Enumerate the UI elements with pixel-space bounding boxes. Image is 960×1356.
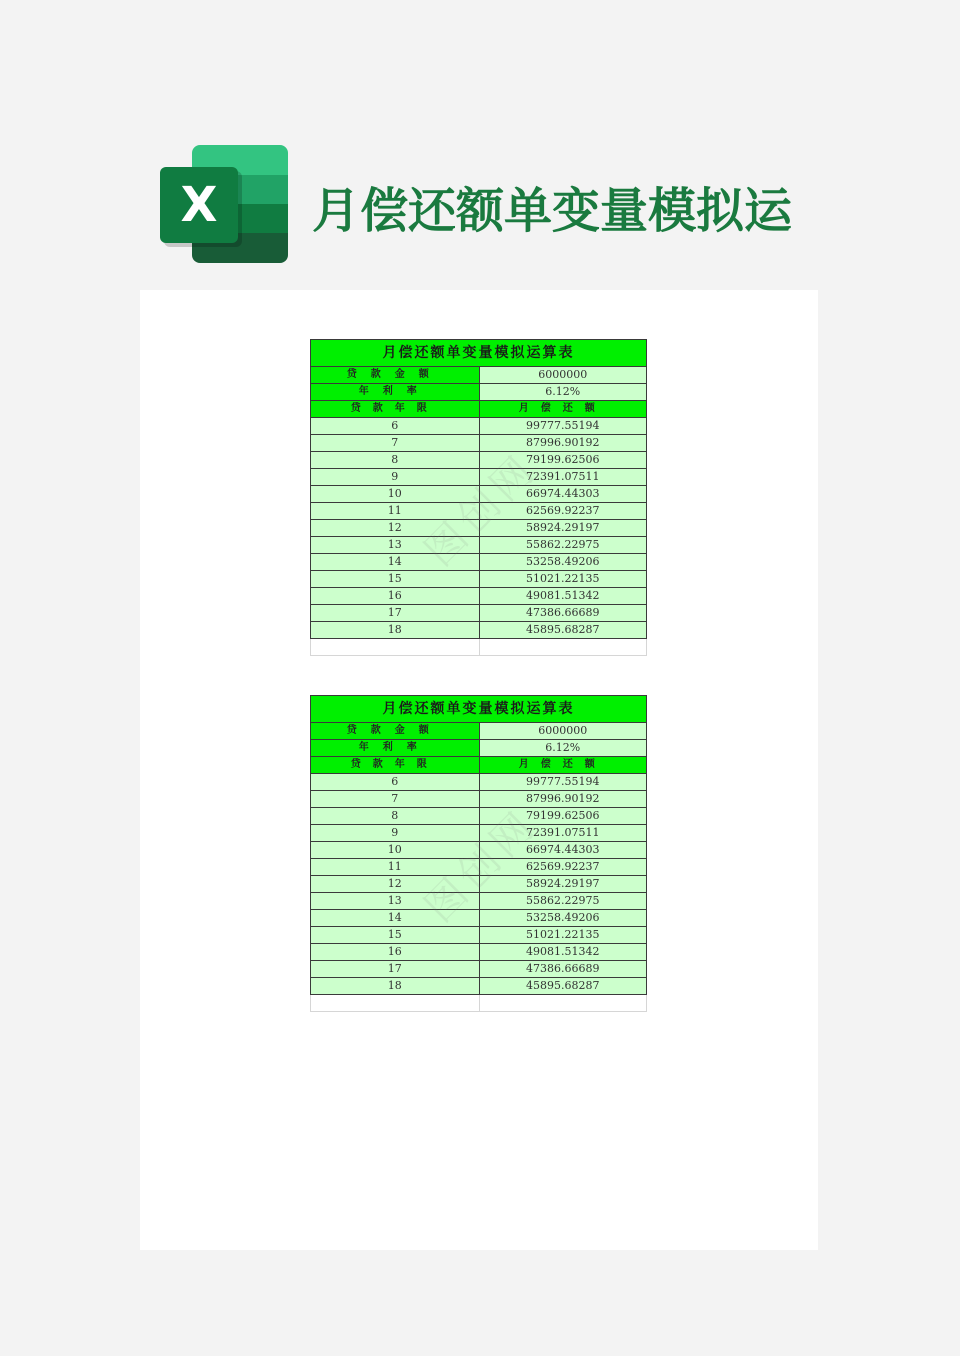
table-title: 月偿还额单变量模拟运算表 xyxy=(311,340,647,367)
annual-rate-label: 年利率 xyxy=(311,384,480,401)
column-header-payment: 月偿还额 xyxy=(479,757,647,774)
table-row xyxy=(311,944,647,961)
monthly-payment-cell[interactable]: 51021.22135 xyxy=(479,571,647,588)
monthly-payment-cell[interactable]: 45895.68287 xyxy=(479,622,647,639)
table-row xyxy=(311,486,647,503)
table-row xyxy=(311,554,647,571)
table-row xyxy=(311,774,647,791)
loan-years-cell[interactable]: 16 xyxy=(311,588,480,605)
table-row xyxy=(311,503,647,520)
loan-years-cell[interactable]: 7 xyxy=(311,791,480,808)
monthly-payment-cell[interactable]: 55862.22975 xyxy=(479,537,647,554)
monthly-payment-cell[interactable]: 47386.66689 xyxy=(479,605,647,622)
table-row xyxy=(311,418,647,435)
monthly-payment-cell[interactable]: 66974.44303 xyxy=(479,486,647,503)
monthly-payment-cell[interactable]: 49081.51342 xyxy=(479,944,647,961)
monthly-payment-cell[interactable]: 99777.55194 xyxy=(479,774,647,791)
monthly-payment-cell[interactable]: 53258.49206 xyxy=(479,554,647,571)
loan-years-cell[interactable]: 15 xyxy=(311,571,480,588)
monthly-payment-cell[interactable]: 72391.07511 xyxy=(479,469,647,486)
loan-years-cell[interactable]: 18 xyxy=(311,622,480,639)
annual-rate-value[interactable]: 6.12% xyxy=(479,740,647,757)
loan-years-cell[interactable]: 8 xyxy=(311,452,480,469)
monthly-payment-cell[interactable]: 87996.90192 xyxy=(479,791,647,808)
monthly-payment-cell[interactable]: 47386.66689 xyxy=(479,961,647,978)
monthly-payment-cell[interactable]: 62569.92237 xyxy=(479,859,647,876)
loan-years-cell[interactable]: 17 xyxy=(311,961,480,978)
loan-years-cell[interactable]: 18 xyxy=(311,978,480,995)
table-row xyxy=(311,605,647,622)
column-header-years: 贷款年限 xyxy=(311,757,480,774)
monthly-payment-cell[interactable]: 58924.29197 xyxy=(479,876,647,893)
loan-years-cell[interactable]: 13 xyxy=(311,893,480,910)
table-row xyxy=(311,622,647,639)
table-row xyxy=(311,961,647,978)
table-row xyxy=(311,452,647,469)
loan-years-cell[interactable]: 7 xyxy=(311,435,480,452)
loan-table-2 xyxy=(310,695,647,1012)
loan-years-cell[interactable]: 6 xyxy=(311,774,480,791)
table-row xyxy=(311,893,647,910)
loan-years-cell[interactable]: 12 xyxy=(311,876,480,893)
table-row xyxy=(311,978,647,995)
annual-rate-value[interactable]: 6.12% xyxy=(479,384,647,401)
excel-logo-icon xyxy=(160,145,290,265)
monthly-payment-cell[interactable]: 58924.29197 xyxy=(479,520,647,537)
monthly-payment-cell[interactable]: 87996.90192 xyxy=(479,435,647,452)
loan-amount-value[interactable]: 6000000 xyxy=(479,367,647,384)
loan-table-1 xyxy=(310,339,647,656)
table-row xyxy=(311,520,647,537)
excel-logo-letter: X xyxy=(160,167,238,243)
loan-years-cell[interactable]: 9 xyxy=(311,469,480,486)
document-page xyxy=(140,290,818,1250)
annual-rate-label: 年利率 xyxy=(311,740,480,757)
loan-years-cell[interactable]: 10 xyxy=(311,486,480,503)
page-header xyxy=(0,0,960,290)
column-header-years: 贷款年限 xyxy=(311,401,480,418)
table-row xyxy=(311,791,647,808)
loan-years-cell[interactable]: 14 xyxy=(311,554,480,571)
table-row xyxy=(311,825,647,842)
table-row xyxy=(311,469,647,486)
monthly-payment-cell[interactable]: 79199.62506 xyxy=(479,452,647,469)
page-title: 月偿还额单变量模拟运 xyxy=(312,183,793,239)
monthly-payment-cell[interactable]: 66974.44303 xyxy=(479,842,647,859)
table-row xyxy=(311,842,647,859)
table-row xyxy=(311,876,647,893)
monthly-payment-cell[interactable]: 72391.07511 xyxy=(479,825,647,842)
table-row xyxy=(311,435,647,452)
loan-years-cell[interactable]: 13 xyxy=(311,537,480,554)
blank-row xyxy=(311,639,647,656)
blank-row xyxy=(311,995,647,1012)
loan-amount-label: 贷款金额 xyxy=(311,723,480,740)
table-row xyxy=(311,571,647,588)
table-row xyxy=(311,910,647,927)
loan-years-cell[interactable]: 11 xyxy=(311,859,480,876)
loan-years-cell[interactable]: 15 xyxy=(311,927,480,944)
loan-years-cell[interactable]: 11 xyxy=(311,503,480,520)
table-row xyxy=(311,927,647,944)
table-row xyxy=(311,588,647,605)
table-title: 月偿还额单变量模拟运算表 xyxy=(311,696,647,723)
monthly-payment-cell[interactable]: 51021.22135 xyxy=(479,927,647,944)
monthly-payment-cell[interactable]: 62569.92237 xyxy=(479,503,647,520)
loan-years-cell[interactable]: 10 xyxy=(311,842,480,859)
monthly-payment-cell[interactable]: 55862.22975 xyxy=(479,893,647,910)
monthly-payment-cell[interactable]: 53258.49206 xyxy=(479,910,647,927)
monthly-payment-cell[interactable]: 49081.51342 xyxy=(479,588,647,605)
loan-amount-value[interactable]: 6000000 xyxy=(479,723,647,740)
loan-amount-label: 贷款金额 xyxy=(311,367,480,384)
table-row xyxy=(311,859,647,876)
column-header-payment: 月偿还额 xyxy=(479,401,647,418)
monthly-payment-cell[interactable]: 79199.62506 xyxy=(479,808,647,825)
monthly-payment-cell[interactable]: 99777.55194 xyxy=(479,418,647,435)
table-row xyxy=(311,808,647,825)
loan-years-cell[interactable]: 16 xyxy=(311,944,480,961)
loan-years-cell[interactable]: 8 xyxy=(311,808,480,825)
loan-years-cell[interactable]: 14 xyxy=(311,910,480,927)
monthly-payment-cell[interactable]: 45895.68287 xyxy=(479,978,647,995)
loan-years-cell[interactable]: 12 xyxy=(311,520,480,537)
table-row xyxy=(311,537,647,554)
loan-years-cell[interactable]: 17 xyxy=(311,605,480,622)
loan-years-cell[interactable]: 9 xyxy=(311,825,480,842)
loan-years-cell[interactable]: 6 xyxy=(311,418,480,435)
